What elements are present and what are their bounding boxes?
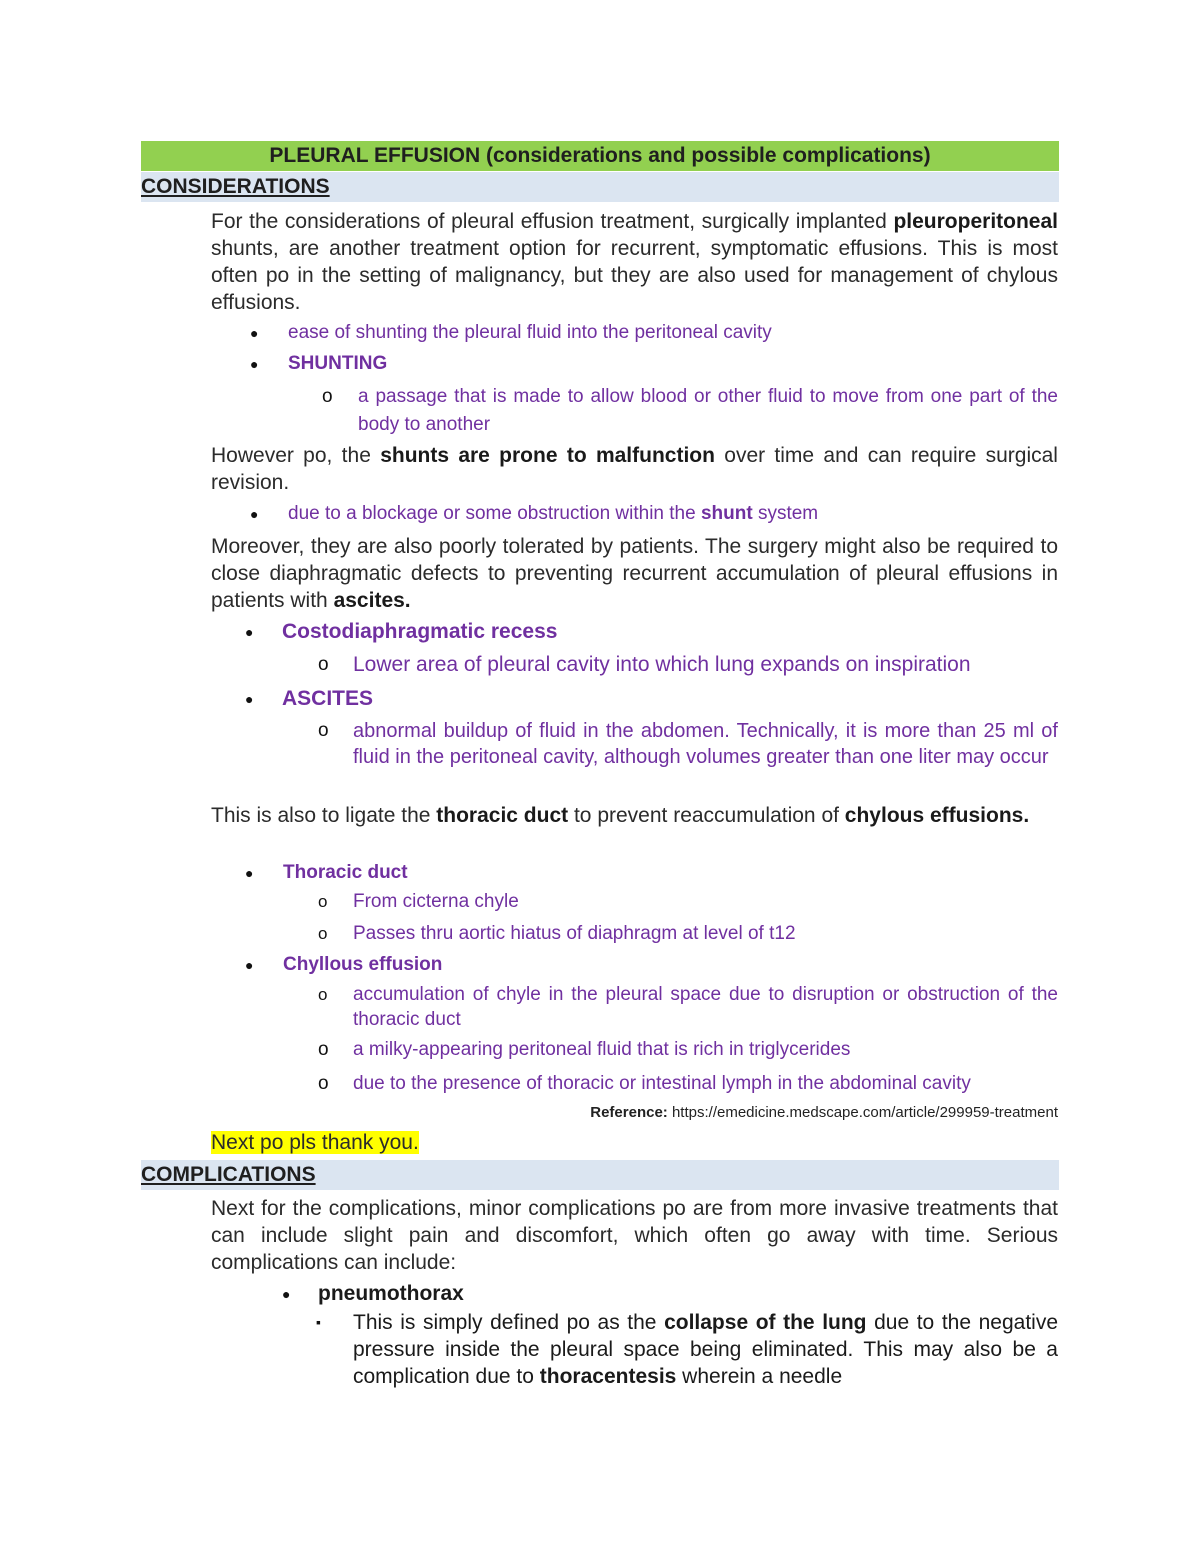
bullet-icon: ● bbox=[245, 691, 254, 707]
section-heading-considerations: CONSIDERATIONS bbox=[141, 172, 1059, 202]
document-page: PLEURAL EFFUSION (considerations and possible complications) CONSIDERATIONS For the considerations of pleural effusion treatment, surgically implanted pleuroperitoneal shunts, are another treatment option for recurrent, symptomatic effusions. This is most often po in the setting of malignancy, but they are also used for management of chylous effusions. ● ease of shunting the pleural fluid into the peritoneal cavity ● SHUNTING o a passage that is made to allow blood or other fluid to move from one part of the body to another However po, the shunts are prone to malfunction over time and can require surgical revision. ● due to a blockage or some obstruction within the shunt system Moreover, they are also poorly tolerated by patients. The surgery might also be required to close diaphragmatic defects to preventing recurrent accumulation of pleural effusions in patients with ascites. ● Costodiaphragmatic recess o Lower area of pleural cavity into which lung expands on inspiration ● ASCITES o abnormal buildup of fluid in the abdomen. Technically, it is more than 25 ml of fluid in the peritoneal cavity, although volumes greater than one liter may occur This is also to ligate the thoracic duct to prevent reaccumulation of chylous effusions. ● Thoracic duct o From cicterna chyle o Passes thru aortic hiatus of diaphragm at level of t12 ● Chyllous effusion o accumulation of chyle in the pleural space due to disruption or obstruction of the thoracic duct o a milky-appearing peritoneal fluid that is rich in triglycerides o due to the presence of thoracic or intestinal lymph in the abdominal cavity Reference: https://emedicine.medscape.com/article/299959-treatment Next po pls thank you. COMPLICATIONS Next for the complications, minor complications po are from more invasive treatments that can include slight pain and discomfort, which often go away with time. Serious complications can include: ● pneumothorax ▪ This is simply defined po as the collapse of the lung due to the negative pressure inside the pleural space being eliminated. This may also be a complication due to thoracentesis wherein a needle bbox=[0, 0, 1200, 1553]
circle-bullet-icon: o bbox=[318, 924, 328, 943]
bullet-icon: ● bbox=[245, 957, 254, 973]
document-title: PLEURAL EFFUSION (considerations and possible complications) bbox=[141, 141, 1059, 171]
circle-bullet-icon: o bbox=[318, 1073, 329, 1094]
highlighted-text: Next po pls thank you. bbox=[211, 1131, 419, 1154]
bullet-icon: ● bbox=[250, 325, 259, 341]
reference-link[interactable]: https://emedicine.medscape.com/article/299959-treatment bbox=[667, 1104, 1058, 1121]
bullet-icon: ● bbox=[245, 865, 254, 881]
circle-bullet-icon: o bbox=[318, 985, 328, 1004]
circle-bullet-icon: o bbox=[318, 654, 329, 675]
paragraph-malfunction: However po, the shunts are prone to malfunction over time and can require surgical revision. bbox=[211, 444, 1058, 494]
paragraph-ligate: This is also to ligate the thoracic duct to prevent reaccumulation of chylous effusions. bbox=[211, 804, 1030, 827]
paragraph-intro: For the considerations of pleural effusion treatment, surgically implanted pleuroperitoneal shunts, are another treatment option for recurrent, symptomatic effusions. This is most often po in the setting of malignancy, but they are also used for management of chylous effusions. bbox=[211, 210, 1058, 314]
circle-bullet-icon: o bbox=[318, 720, 329, 741]
circle-bullet-icon: o bbox=[318, 892, 328, 911]
bullet-icon: ● bbox=[250, 356, 259, 372]
bullet-icon: ● bbox=[250, 506, 259, 522]
circle-bullet-icon: o bbox=[322, 386, 333, 407]
bullet-icon: ● bbox=[245, 624, 254, 640]
section-heading-complications: COMPLICATIONS bbox=[141, 1160, 1059, 1190]
square-bullet-icon: ▪ bbox=[316, 1314, 321, 1330]
paragraph-complications-intro: Next for the complications, minor complications po are from more invasive treatments that can include slight pain and discomfort, which often go away with time. Serious complications can include: bbox=[211, 1197, 1058, 1274]
paragraph-moreover: Moreover, they are also poorly tolerated by patients. The surgery might also be required to close diaphragmatic defects to preventing recurrent accumulation of pleural effusions in patients with ascites. bbox=[211, 535, 1058, 612]
reference-line: Reference: https://emedicine.medscape.com/article/299959-treatment bbox=[590, 1104, 1058, 1121]
paragraph-next bbox=[211, 1129, 1058, 1156]
circle-bullet-icon: o bbox=[318, 1039, 329, 1060]
bullet-icon: ● bbox=[282, 1286, 291, 1302]
